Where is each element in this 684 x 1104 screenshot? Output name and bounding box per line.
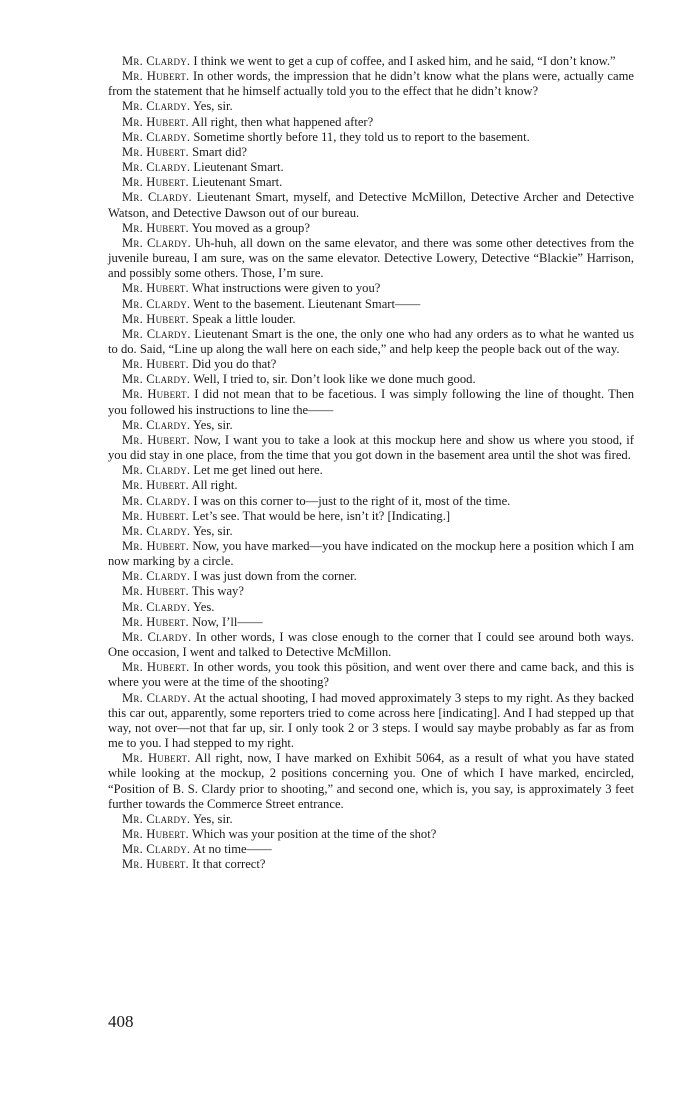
transcript-line — [108, 584, 634, 599]
speaker-name: Mr. Clardy. — [122, 190, 192, 205]
speaker-name: Mr. Clardy. — [122, 493, 191, 508]
speaker-name: Mr. Hubert. — [122, 387, 190, 402]
transcript-line — [108, 812, 634, 827]
transcript-line — [108, 660, 634, 690]
testimony-text: It that correct? — [192, 857, 266, 872]
transcript-line — [108, 175, 634, 190]
speaker-name: Mr. Clardy. — [122, 372, 191, 387]
speaker-name: Mr. Clardy. — [122, 129, 191, 144]
testimony-text: At no time—— — [192, 842, 272, 857]
transcript-line — [108, 69, 634, 99]
transcript-line — [108, 827, 634, 842]
transcript-line — [108, 524, 634, 539]
transcript-line — [108, 130, 634, 145]
speaker-name: Mr. Clardy. — [122, 417, 191, 432]
testimony-text: Sometime shortly before 11, they told us to report to the basement. — [193, 129, 530, 144]
transcript-line — [108, 99, 634, 114]
testimony-text: Now, I want you to take a look at this mockup here and show us where you stood, if you did stay in one place, from the time that you got down in the basement area until the shot was fired. — [108, 432, 634, 463]
speaker-name: Mr. Clardy. — [122, 523, 191, 538]
transcript-line — [108, 539, 634, 569]
testimony-text: Lieutenant Smart, myself, and Detective McMillon, Detective Archer and Detective Watson, and Detective Dawson out of our bureau. — [108, 190, 634, 220]
speaker-name: Mr. Clardy. — [122, 842, 191, 857]
speaker-name: Mr. Hubert. — [122, 660, 190, 675]
transcript-line — [108, 372, 634, 387]
testimony-text: I was on this corner to—just to the right of it, most of the time. — [193, 493, 511, 508]
speaker-name: Mr. Hubert. — [122, 857, 189, 872]
testimony-text: You moved as a group? — [191, 220, 310, 235]
transcript-line — [108, 387, 634, 417]
speaker-name: Mr. Hubert. — [122, 539, 190, 553]
speaker-name: Mr. Clardy. — [122, 690, 191, 705]
testimony-text: All right, then what happened after? — [191, 114, 374, 129]
testimony-text: All right, now, I have marked on Exhibit 5064, as a result of what you have stated while looking at the mockup, 2 positions concerning you. One of which I have marked, encircled, “Position of B. S. Clardy prior to shooting,” and second one, which is, you say, is approximately 3 feet further towards the Commerce Street entrance. — [108, 751, 634, 811]
transcript-line — [108, 600, 634, 615]
speaker-name: Mr. Clardy. — [122, 296, 191, 311]
transcript-line — [108, 221, 634, 236]
transcript-line — [108, 478, 634, 493]
transcript-line — [108, 857, 634, 872]
testimony-text: This way? — [191, 584, 244, 599]
transcript-line — [108, 160, 634, 175]
testimony-text: Well, I tried to, sir. Don’t look like we done much good. — [193, 372, 476, 387]
speaker-name: Mr. Hubert. — [122, 478, 189, 493]
transcript-line — [108, 433, 634, 463]
testimony-text: Speak a little louder. — [192, 311, 296, 326]
speaker-name: Mr. Hubert. — [122, 508, 189, 523]
testimony-text: Yes, sir. — [192, 811, 233, 826]
testimony-text: In other words, you took this pösition, and went over there and came back, and this is where you were at the time of the shooting? — [108, 660, 634, 690]
testimony-text: In other words, the impression that he didn’t know what the plans were, actually came from the statement that he himself actually told you to the effect that he didn’t know? — [108, 69, 634, 99]
speaker-name: Mr. Hubert. — [122, 432, 190, 447]
speaker-name: Mr. Clardy. — [122, 99, 191, 114]
testimony-text: Let me get lined out here. — [193, 463, 323, 478]
testimony-text: Smart did? — [192, 144, 247, 159]
speaker-name: Mr. Hubert. — [122, 357, 189, 372]
transcript-line — [108, 297, 634, 312]
speaker-name: Mr. Hubert. — [122, 144, 189, 159]
transcript-line — [108, 145, 634, 160]
testimony-text: Yes, sir. — [192, 417, 233, 432]
speaker-name: Mr. Hubert. — [122, 69, 190, 84]
transcript-line — [108, 281, 634, 296]
testimony-text: Yes. — [192, 599, 215, 614]
speaker-name: Mr. Clardy. — [122, 569, 191, 584]
testimony-text: Now, you have marked—you have indicated on the mockup here a position which I am now marking by a circle. — [108, 539, 634, 569]
transcript-line — [108, 509, 634, 524]
testimony-text: What instructions were given to you? — [191, 281, 381, 296]
speaker-name: Mr. Clardy. — [122, 599, 191, 614]
testimony-text: All right. — [191, 478, 238, 493]
transcript-line — [108, 54, 634, 69]
testimony-text: Did you do that? — [192, 357, 277, 372]
speaker-name: Mr. Clardy. — [122, 326, 191, 341]
speaker-name: Mr. Clardy. — [122, 811, 191, 826]
testimony-text: I did not mean that to be facetious. I was simply following the line of thought. Then you followed his instructions to line the—— — [108, 387, 635, 417]
transcript-line — [108, 615, 634, 630]
testimony-text: Lieutenant Smart. — [192, 175, 283, 190]
transcript-line — [108, 418, 634, 433]
testimony-text: I think we went to get a cup of coffee, and I asked him, and he said, “I don’t know.” — [193, 54, 616, 68]
transcript-line — [108, 630, 634, 660]
testimony-text: In other words, I was close enough to the corner that I could see around both ways. One occasion, I went and talked to Detective McMillon. — [108, 629, 634, 660]
testimony-text: Lieutenant Smart is the one, the only one who had any orders as to what he wanted us to do. Said, “Line up along the wall here on each side,” and help keep the people back out of the way. — [108, 326, 634, 356]
speaker-name: Mr. Hubert. — [122, 584, 189, 599]
transcript-line — [108, 569, 634, 584]
speaker-name: Mr. Clardy. — [122, 54, 191, 68]
speaker-name: Mr. Clardy. — [122, 160, 191, 175]
speaker-name: Mr. Hubert. — [122, 175, 189, 190]
transcript-line — [108, 691, 634, 752]
testimony-text: Which was your position at the time of the shot? — [191, 826, 437, 841]
testimony-text: Uh-huh, all down on the same elevator, and there was some other detectives from the juvenile bureau, I am sure, was on the same elevator. Detective Lowery, Detective “Blackie” Harrison, and possibly some others. Those, I’m sure. — [108, 235, 635, 281]
transcript-line — [108, 327, 634, 357]
speaker-name: Mr. Clardy. — [122, 235, 191, 250]
transcript-line — [108, 463, 634, 478]
speaker-name: Mr. Clardy. — [122, 463, 191, 478]
testimony-text: Now, I’ll—— — [192, 614, 263, 629]
transcript-line — [108, 115, 634, 130]
transcript-line — [108, 357, 634, 372]
testimony-text: Let’s see. That would be here, isn’t it? [Indicating.] — [192, 508, 451, 523]
speaker-name: Mr. Hubert. — [122, 220, 189, 235]
speaker-name: Mr. Hubert. — [122, 281, 189, 296]
transcript-line — [108, 494, 634, 509]
transcript-line — [108, 842, 634, 857]
transcript-line — [108, 751, 634, 812]
testimony-text: Went to the basement. Lieutenant Smart—— — [193, 296, 421, 311]
testimony-text: I was just down from the corner. — [193, 569, 357, 584]
speaker-name: Mr. Hubert. — [122, 614, 189, 629]
testimony-text: Yes, sir. — [192, 99, 233, 114]
speaker-name: Mr. Hubert. — [122, 311, 189, 326]
speaker-name: Mr. Hubert. — [122, 826, 189, 841]
testimony-text: At the actual shooting, I had moved approximately 3 steps to my right. As they backed this car out, apparently, some reporters tried to come across here [indicating]. And I had stepped up that way, not over—not that far up, sir. I only took 2 or 3 steps. I would say maybe probably as far as from me to you. I had stepped to my right. — [108, 690, 634, 751]
speaker-name: Mr. Clardy. — [122, 629, 192, 644]
transcript-line — [108, 312, 634, 327]
page-number: 408 — [108, 1012, 134, 1031]
transcript-body — [108, 54, 634, 872]
transcript-line — [108, 236, 634, 281]
testimony-text: Yes, sir. — [192, 523, 233, 538]
testimony-text: Lieutenant Smart. — [193, 160, 284, 175]
speaker-name: Mr. Hubert. — [122, 114, 189, 129]
speaker-name: Mr. Hubert. — [122, 751, 191, 766]
transcript-line — [108, 190, 634, 220]
